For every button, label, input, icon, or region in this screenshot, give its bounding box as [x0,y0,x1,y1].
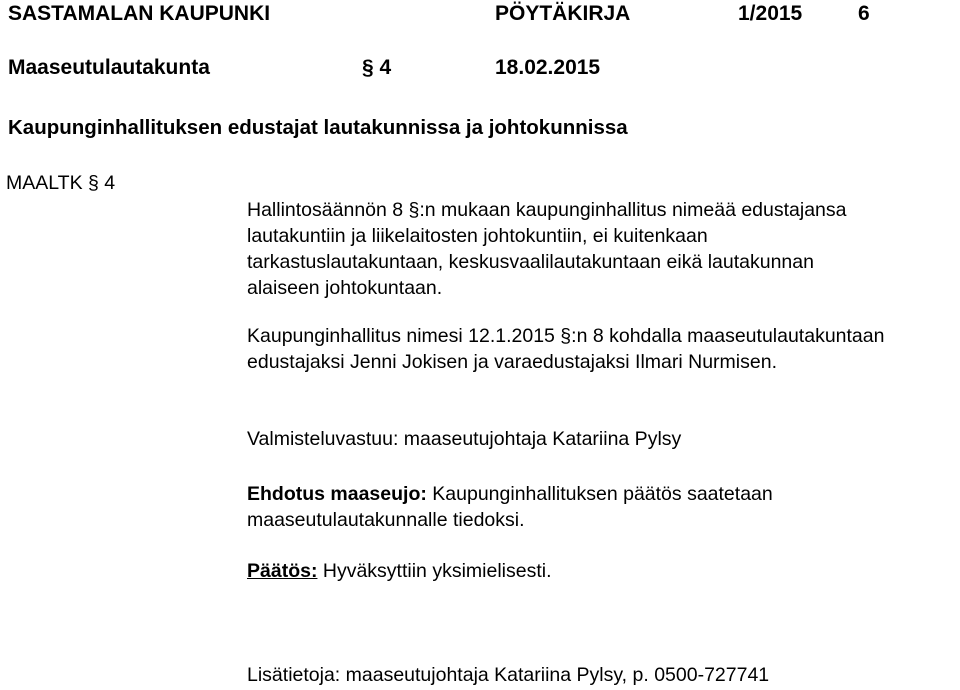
section-reference: § 4 [362,56,392,79]
proposal-label: Ehdotus maaseujo: [247,483,427,505]
proposal-text-continued: maaseutulautakunnalle tiedoksi. [247,509,525,531]
document-type: PÖYTÄKIRJA [495,2,631,25]
paragraph-nomination [247,323,884,375]
paragraph-line: alaiseen johtokuntaan. [247,277,443,299]
contact-info: Lisätietoja: maaseutujohtaja Katariina Pylsy, p. 0500-727741 [247,664,770,686]
committee-name: Maaseutulautakunta [8,56,210,79]
meeting-date: 18.02.2015 [495,56,601,79]
document-number: 1/2015 [738,2,803,25]
decision-block [247,558,552,584]
proposal-text: Kaupunginhallituksen päätös saatetaan [432,483,773,505]
decision-text: Hyväksyttiin yksimielisesti. [322,560,552,582]
decision-label: Päätös: [247,560,318,582]
item-title: Kaupunginhallituksen edustajat lautakunnissa ja johtokunnissa [8,116,628,139]
item-id: MAALTK § 4 [6,172,116,194]
city-name: SASTAMALAN KAUPUNKI [8,2,271,25]
page-number: 6 [858,2,870,25]
paragraph-line: tarkastuslautakuntaan, keskusvaalilautakuntaan eikä lautakunnan [247,251,814,273]
paragraph-background [247,197,847,301]
preparer-line: Valmisteluvastuu: maaseutujohtaja Katariina Pylsy [247,428,682,450]
proposal-block [247,481,773,533]
paragraph-line: edustajaksi Jenni Jokisen ja varaedustajaksi Ilmari Nurmisen. [247,351,777,373]
paragraph-line: Kaupunginhallitus nimesi 12.1.2015 §:n 8 kohdalla maaseutulautakuntaan [247,325,885,347]
paragraph-line: Hallintosäännön 8 §:n mukaan kaupunginhallitus nimeää edustajansa [247,199,847,221]
paragraph-line: lautakuntiin ja liikelaitosten johtokuntiin, ei kuitenkaan [247,225,708,247]
